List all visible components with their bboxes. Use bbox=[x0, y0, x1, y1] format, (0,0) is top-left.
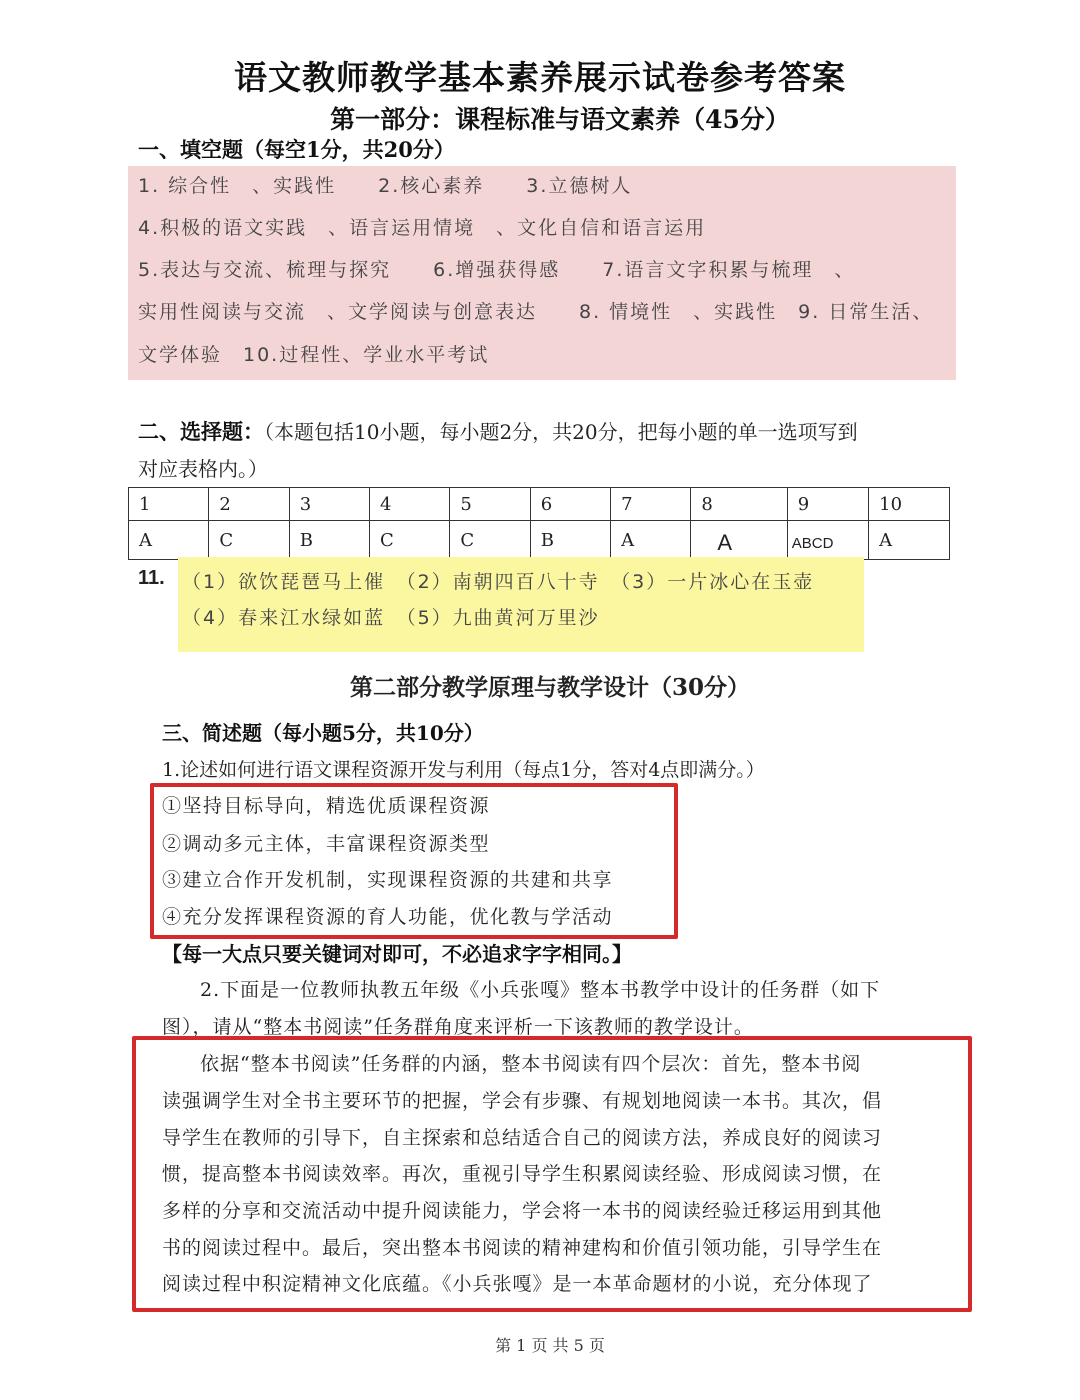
question-number-cell: 4 bbox=[370, 488, 450, 521]
answer-cell: C bbox=[370, 521, 450, 560]
answer-cell: A bbox=[869, 521, 950, 560]
fill-blank-line: 4.积极的语文实践 、语言运用情境 、文化自信和语言运用 bbox=[138, 217, 707, 239]
answer-cell: C bbox=[450, 521, 530, 560]
poetry-answer-line: （1）欲饮琵琶马上催 （2）南朝四百八十寺 （3）一片冰心在玉壶 bbox=[182, 571, 815, 593]
fill-blank-line: 1. 综合性 、实践性 2.核心素养 3.立德树人 bbox=[138, 175, 633, 197]
question-number-cell: 10 bbox=[869, 488, 950, 521]
question-2-text-cont: 图），请从“整本书阅读”任务群角度来评析一下该教师的教学设计。 bbox=[162, 1016, 754, 1038]
section3-heading: 三、简述题（每小题5分，共10分） bbox=[162, 721, 484, 745]
section2-heading: 二、选择题： bbox=[138, 419, 264, 444]
answer-cell: B bbox=[530, 521, 610, 560]
answer-paragraph-line: 多样的分享和交流活动中提升阅读能力，学会将一本书的阅读经验迁移运用到其他 bbox=[162, 1200, 883, 1222]
question-number-cell: 5 bbox=[450, 488, 530, 521]
answer-paragraph-line: 惯，提高整本书阅读效率。再次，重视引导学生积累阅读经验、形成阅读习惯，在 bbox=[162, 1163, 883, 1185]
answer-cell: A bbox=[611, 521, 691, 560]
question-2-text: 2.下面是一位教师执教五年级《小兵张嘎》整本书教学中设计的任务群（如下 bbox=[200, 979, 881, 1001]
answer-paragraph-line: 书的阅读过程中。最后，突出整本书阅读的精神建构和价值引领功能，引导学生在 bbox=[162, 1237, 883, 1259]
answer-paragraph-line: 读强调学生对全书主要环节的把握，学会有步骤、有规划地阅读一本书。其次，倡 bbox=[162, 1090, 883, 1112]
answer-cell: A bbox=[691, 521, 787, 560]
poetry-answer-line: （4）春来江水绿如蓝 （5）九曲黄河万里沙 bbox=[182, 607, 600, 629]
fill-blank-line: 5.表达与交流、梳理与探究 6.增强获得感 7.语言文字积累与梳理 、 bbox=[138, 259, 856, 281]
answer-point: ③建立合作开发机制，实现课程资源的共建和共享 bbox=[162, 869, 614, 891]
section2-desc-cont: 对应表格内。） bbox=[138, 457, 268, 481]
answer-cell: ABCD bbox=[787, 521, 868, 560]
question-number-cell: 8 bbox=[691, 488, 787, 521]
question-1-text: 1.论述如何进行语文课程资源开发与利用（每点1分，答对4点即满分。） bbox=[162, 759, 765, 781]
answer-point: ②调动多元主体，丰富课程资源类型 bbox=[162, 833, 491, 855]
question-number-cell: 6 bbox=[530, 488, 610, 521]
section1-heading: 一、填空题（每空1分，共20分） bbox=[138, 137, 455, 162]
answer-paragraph-line: 阅读过程中积淀精神文化底蕴。《小兵张嘎》是一本革命题材的小说，充分体现了 bbox=[162, 1273, 873, 1295]
question-11-label: 11. bbox=[138, 567, 165, 589]
fill-blank-line: 文学体验 10.过程性、学业水平考试 bbox=[138, 344, 490, 366]
question-number-cell: 3 bbox=[289, 488, 369, 521]
question-number-cell: 1 bbox=[129, 488, 209, 521]
fill-blank-line: 实用性阅读与交流 、文学阅读与创意表达 8. 情境性 、实践性 9. 日常生活、 bbox=[138, 301, 934, 323]
part2-heading: 第二部分教学原理与教学设计（30分） bbox=[349, 674, 750, 701]
answer-paragraph-line: 导学生在教师的引导下，自主探索和总结适合自己的阅读方法，养成良好的阅读习 bbox=[162, 1127, 883, 1149]
grading-note: 【每一大点只要关键词对即可，不必追求字字相同。】 bbox=[162, 942, 632, 966]
question-number-cell: 9 bbox=[787, 488, 868, 521]
question-number-cell: 7 bbox=[611, 488, 691, 521]
answer-cell: A bbox=[129, 521, 209, 560]
table-row bbox=[129, 488, 950, 521]
section2-desc: （本题包括10小题，每小题2分，共20分，把每小题的单一选项写到 bbox=[264, 420, 858, 444]
section2-heading-row bbox=[138, 416, 858, 446]
answer-paragraph-line: 依据“整本书阅读”任务群的内涵，整本书阅读有四个层次：首先，整本书阅 bbox=[200, 1053, 862, 1075]
answer-point: ①坚持目标导向，精选优质课程资源 bbox=[162, 795, 491, 817]
answer-point: ④充分发挥课程资源的育人功能，优化教与学活动 bbox=[162, 906, 614, 928]
answer-cell: C bbox=[209, 521, 289, 560]
question-number-cell: 2 bbox=[209, 488, 289, 521]
page-footer: 第 1 页 共 5 页 bbox=[495, 1336, 605, 1355]
table-row bbox=[129, 521, 950, 560]
part1-heading: 第一部分：课程标准与语文素养（45分） bbox=[330, 105, 790, 134]
document-title: 语文教师教学基本素养展示试卷参考答案 bbox=[234, 58, 846, 97]
choice-answer-table bbox=[128, 487, 950, 560]
answer-cell: B bbox=[289, 521, 369, 560]
